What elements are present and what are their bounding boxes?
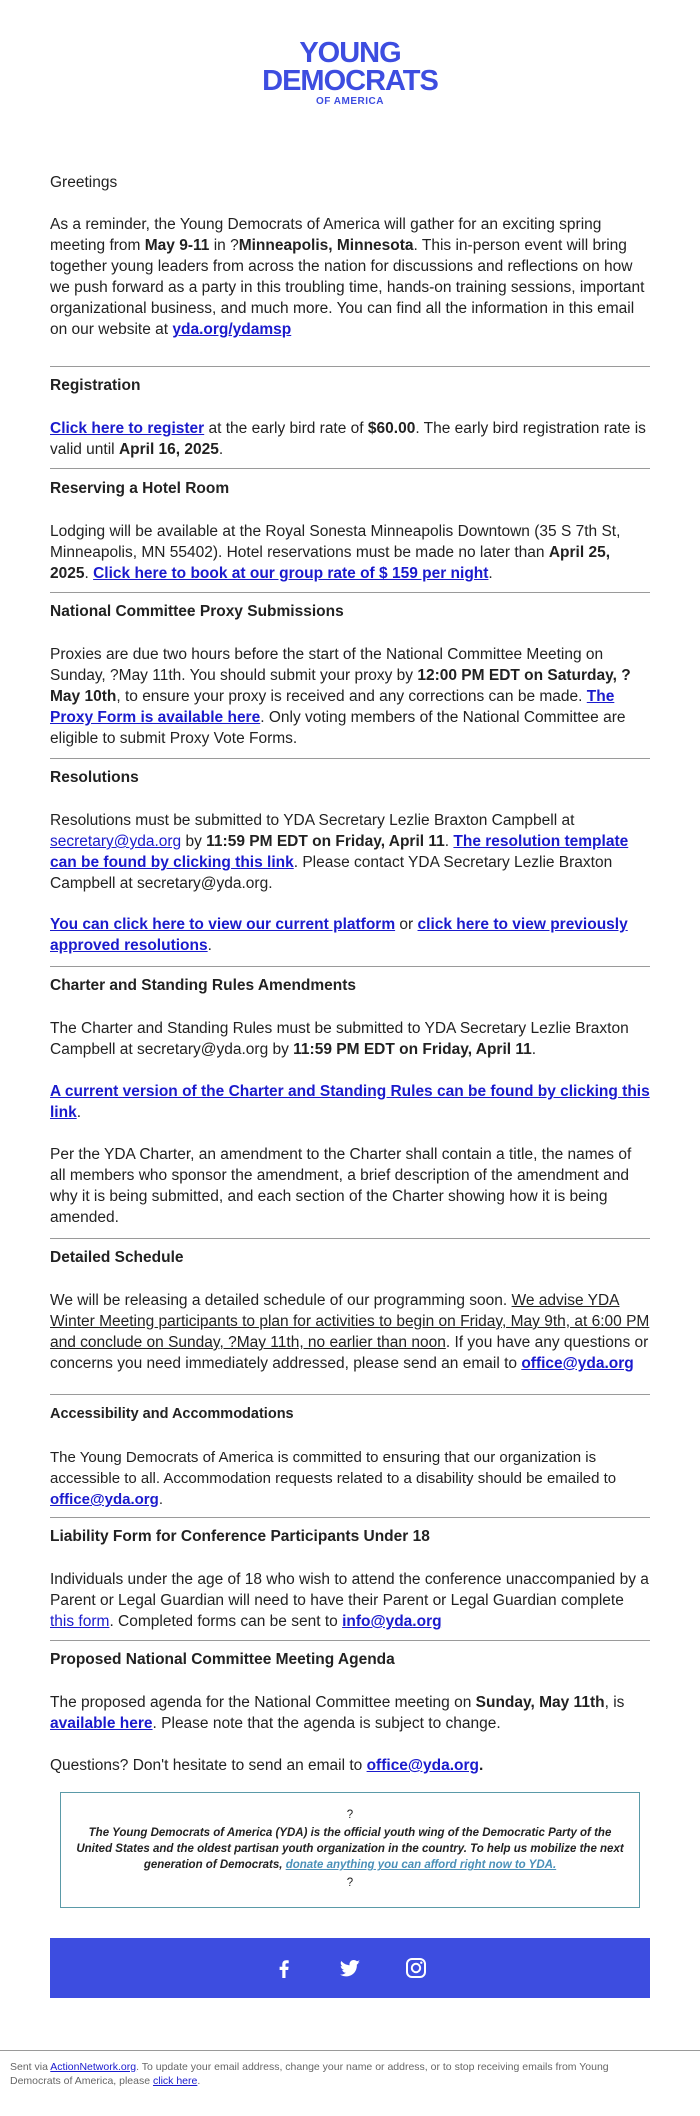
questions-text: Questions? Don't hesitate to send an email to [50,1757,367,1774]
hotel-deadline: April 25, 2025 [50,544,611,582]
donate-link[interactable]: donate anything you can afford right now to YDA. [285,1859,557,1871]
charter-rules-link[interactable]: A current version of the Charter and Standing Rules can be found by clicking this link [50,1083,650,1121]
greeting: Greetings [50,174,118,191]
unsubscribe-notice [10,2060,650,2088]
proxy-text: Proxies are due two hours before the start of the National Committee Meeting on Sunday, ?May 11th. You should submit your proxy by [50,646,604,684]
divider [50,592,650,593]
facebook-icon[interactable] [272,1956,296,1980]
platform-paragraph [50,914,650,956]
mission-box [60,1792,640,1908]
liability-text: . Completed forms can be sent to [109,1613,343,1630]
hotel-text: . [84,565,94,582]
divider [50,1238,650,1239]
proxy-text: , to ensure your proxy is received and any corrections can be made. [116,688,587,705]
logo-line-2: DEMOCRATS [262,64,438,97]
platform-text: or [395,916,418,933]
access-text: The Young Democrats of America is committed to ensuring that our organization is accessible to all. Accommodation requests related to a disability should be emailed to [50,1449,617,1487]
social-bar [50,1938,650,1998]
placeholder-glyph: ? [346,1877,354,1889]
agenda-text: The proposed agenda for the National Committee meeting on [50,1694,476,1711]
agenda-paragraph [50,1692,650,1734]
charter-paragraph [50,1018,650,1060]
registration-text: at the early bird rate of [204,420,368,437]
unsubscribe-link[interactable]: click here [152,2075,198,2087]
registration-heading: Registration [50,377,141,394]
intro-location: Minneapolis, Minnesota [238,237,414,254]
hotel-heading: Reserving a Hotel Room [50,480,230,497]
office-email-link[interactable]: office@yda.org [50,1491,159,1508]
schedule-heading: Detailed Schedule [50,1249,184,1266]
agenda-date: Sunday, May 11th [475,1694,605,1711]
charter-heading: Charter and Standing Rules Amendments [50,977,357,994]
charter-text: . [531,1041,537,1058]
liability-paragraph [50,1569,650,1632]
mission-statement: The Young Democrats of America (YDA) is the official youth wing of the Democratic Party of the United States and the oldest partisan youth organization in the country. To help us mobilize the next generation of Democrats, [76,1827,624,1871]
questions-paragraph [50,1755,650,1776]
platform-link[interactable]: You can click here to view our current platform [50,916,396,933]
twitter-icon[interactable] [338,1956,362,1980]
hotel-paragraph [50,521,650,584]
platform-text: . [207,937,212,954]
resolution-template-link[interactable]: The resolution template can be found by clicking this link [50,833,629,871]
charter-amendment-paragraph: Per the YDA Charter, an amendment to the Charter shall contain a title, the names of all members who sponsor the amendment, a brief description of the amendment and why it is being submitted, and each section of the Charter showing how it is being amended. [50,1146,632,1226]
instagram-icon[interactable] [404,1956,428,1980]
intro-text: . This in-person event will bring together young leaders from across the nation for discussions and reflections on how we push forward as a party in this troubling time, hands-on training sessions, important organizational business, and much more. You can find all the information in this email on our website at [50,237,645,338]
resolutions-deadline: 11:59 PM EDT on Friday, April 11 [206,833,445,850]
resolutions-text: by [181,833,207,850]
charter-text: . [76,1104,82,1121]
office-email-link[interactable]: office@yda.org [521,1355,634,1372]
schedule-paragraph [50,1290,650,1374]
intro-text: As a reminder, the Young Democrats of America will gather for an exciting spring meeting from [50,216,602,254]
fine-print-text: Sent via [10,2061,51,2073]
intro-paragraph [50,214,650,340]
actionnetwork-link[interactable]: ActionNetwork.org [50,2061,137,2073]
schedule-advisory: We advise YDA Winter Meeting participants to plan for activities to begin on Friday, May 9th, at 6:00 PM and conclude on Sunday, ?May 11th, no earlier than noon [50,1292,650,1351]
resolutions-text: Resolutions must be submitted to YDA Secretary Lezlie Braxton Campbell at [50,812,575,829]
divider [50,1640,650,1641]
hotel-text: Lodging will be available at the Royal Sonesta Minneapolis Downtown (35 S 7th St, Minneapolis, MN 55402). Hotel reservations must be made no later than [50,523,621,561]
logo-line-1: YOUNG [299,37,401,69]
registration-price: $60.00 [367,420,416,437]
schedule-text: We will be releasing a detailed schedule of our programming soon. [50,1292,512,1309]
proxy-text: . Only voting members of the National Committee are eligible to submit Proxy Vote Forms. [50,709,626,747]
logo-line-3: OF AMERICA [316,96,384,108]
footer-divider [0,2050,700,2051]
charter-link-paragraph [50,1081,650,1123]
hotel-booking-link[interactable]: Click here to book at our group rate of $ 159 per night [93,565,489,582]
intro-dates: May 9-11 [144,237,210,254]
schedule-text: . If you have any questions or concerns you need immediately addressed, please send an email to [50,1334,649,1372]
mission-text [75,1825,625,1873]
resolutions-text: . [444,833,454,850]
register-link[interactable]: Click here to register [50,420,205,437]
proxy-deadline: 12:00 PM EDT on Saturday, ?May 10th [50,667,631,705]
agenda-text: . Please note that the agenda is subject to change. [152,1715,501,1732]
fine-print-text: . To update your email address, change your name or address, or to stop receiving emails from Young Democrats of America, please [10,2061,609,2087]
agenda-text: , is [604,1694,625,1711]
registration-paragraph [50,418,650,460]
agenda-heading: Proposed National Committee Meeting Agenda [50,1651,395,1668]
resolutions-paragraph [50,810,650,894]
secretary-email-link[interactable]: secretary@yda.org [50,833,182,850]
questions-text: . [479,1757,484,1774]
resolutions-text: . Please contact YDA Secretary Lezlie Braxton Campbell at secretary@yda.org. [50,854,613,892]
proxy-form-link[interactable]: The Proxy Form is available here [50,688,615,726]
agenda-link[interactable]: available here [50,1715,153,1732]
website-link[interactable]: yda.org/ydamsp [172,321,292,338]
proxy-heading: National Committee Proxy Submissions [50,603,344,620]
divider [50,468,650,469]
fine-print-text: . [197,2075,201,2087]
divider [50,1517,650,1518]
office-email-link[interactable]: office@yda.org [366,1757,480,1774]
charter-deadline: 11:59 PM EDT on Friday, April 11 [293,1041,532,1058]
registration-deadline: April 16, 2025 [118,441,219,458]
proxy-paragraph [50,644,650,749]
divider [50,366,650,367]
charter-text: The Charter and Standing Rules must be submitted to YDA Secretary Lezlie Braxton Campbell at secretary@yda.org by [50,1020,629,1058]
liability-text: Individuals under the age of 18 who wish to attend the conference unaccompanied by a Parent or Legal Guardian will need to have their Parent or Legal Guardian complete [50,1571,649,1609]
approved-resolutions-link[interactable]: click here to view previously approved resolutions [50,916,628,954]
divider [50,758,650,759]
access-heading: Accessibility and Accommodations [50,1406,294,1422]
liability-heading: Liability Form for Conference Participants Under 18 [50,1528,430,1545]
divider [50,1394,650,1395]
divider [50,966,650,967]
info-email-link[interactable]: info@yda.org [342,1613,442,1630]
placeholder-glyph: ? [346,1809,354,1821]
access-text: . [158,1491,163,1508]
registration-text: . [218,441,224,458]
registration-text: . The early bird registration rate is valid until [50,420,646,458]
intro-text: in ? [209,237,239,254]
yda-logo [50,37,650,108]
liability-form-link[interactable]: this form [50,1613,110,1630]
resolutions-heading: Resolutions [50,769,139,786]
access-paragraph [50,1447,650,1510]
hotel-text: . [488,565,493,582]
